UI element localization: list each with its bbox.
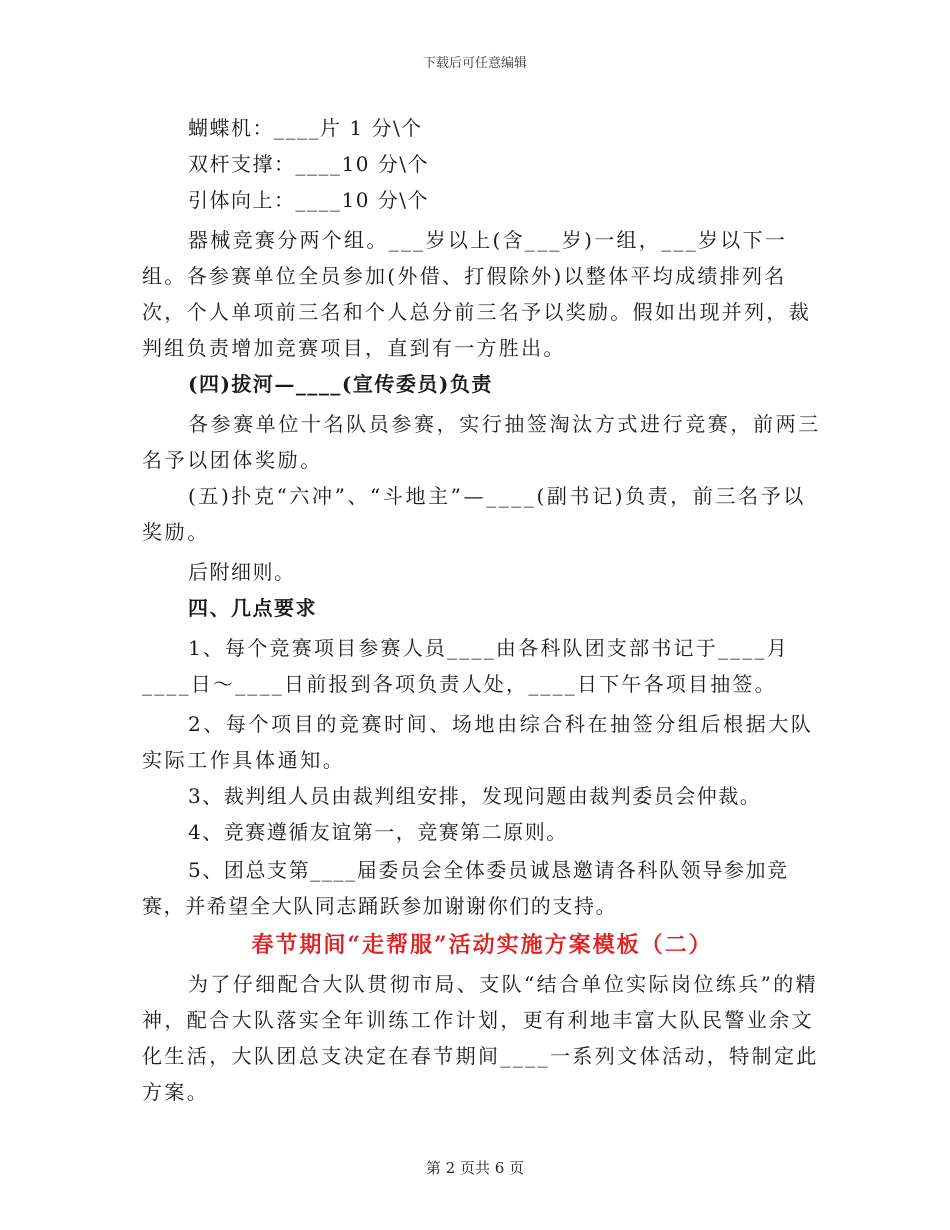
requirement-1: 1、每个竞赛项目参赛人员____由各科队团支部书记于____月____日～____日前报到各项负责人处，____日下午各项目抽签。	[142, 636, 789, 696]
line-appendix: 后附细则。	[188, 560, 296, 584]
requirement-3: 3、裁判组人员由裁判组安排，发现问题由裁判委员会仲裁。	[188, 784, 762, 808]
section-requirements: 四、几点要求	[188, 596, 317, 620]
requirement-5: 5、团总支第____届委员会全体委员诚恳邀请各科队领导参加竞赛，并希望全大队同志踊跃参加谢谢你们的支持。	[142, 858, 789, 918]
line-butterfly: 蝴蝶机：____片 1 分\个	[188, 116, 423, 140]
requirement-4: 4、竞赛遵循友谊第一，竞赛第二原则。	[188, 820, 568, 844]
requirement-2: 2、每个项目的竞赛时间、场地由综合科在抽签分组后根据大队实际工作具体通知。	[142, 712, 814, 772]
page-footer: 第 2 页共 6 页	[425, 1159, 525, 1177]
line-parallel-bars: 双杆支撑：____10 分\个	[188, 152, 430, 176]
paragraph-tug-of-war: 各参赛单位十名队员参赛，实行抽签淘汰方式进行竞赛，前两三名予以团体奖励。	[142, 412, 821, 472]
section-tug-of-war: (四)拔河—____(宣传委员)负责	[188, 372, 493, 396]
paragraph-poker: (五)扑克“六冲”、“斗地主”—____(副书记)负责，前三名予以奖励。	[142, 484, 806, 544]
paragraph-equipment-groups: 器械竞赛分两个组。___岁以上(含___岁)一组，___岁以下一组。各参赛单位全员参加(外借、打假除外)以整体平均成绩排列名次，个人单项前三名和个人总分前三名予以奖励。假如出现并列，裁判组负责增加竞赛项目，直到有一方胜出。	[142, 228, 811, 360]
document-title: 春节期间“走帮服”活动实施方案模板（二）	[251, 932, 713, 958]
paragraph-intro: 为了仔细配合大队贯彻市局、支队“结合单位实际岗位练兵”的精神，配合大队落实全年训练工作计划，更有利地丰富大队民警业余文化生活，大队团总支决定在春节期间____一系列文体活动，特制定此方案。	[142, 972, 819, 1104]
line-pull-up: 引体向上：____10 分\个	[188, 188, 430, 212]
page-header: 下载后可任意编辑	[422, 56, 527, 71]
